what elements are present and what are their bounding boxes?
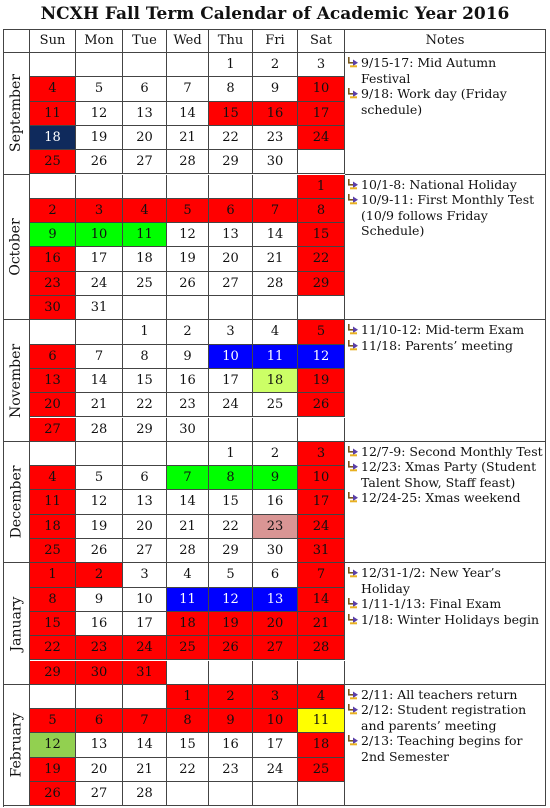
day-cell: 23 [253,126,298,150]
note-item [347,702,543,733]
note-text: 1/18: Winter Holidays begin [361,611,540,627]
day-cell: 17 [298,490,345,514]
note-text: 11/18: Parents’ meeting [361,337,514,353]
day-cell: 3 [298,53,345,77]
month-label-october [3,175,30,321]
empty-cell [298,150,345,174]
day-cell: 30 [167,418,209,442]
day-cell: 22 [209,126,253,150]
day-cell: 13 [123,490,167,514]
day-cell: 31 [298,539,345,563]
day-cell: 10 [298,77,345,101]
empty-cell [76,53,123,77]
day-cell: 13 [209,223,253,247]
day-cell: 28 [167,150,209,174]
note-item [347,338,543,354]
day-cell: 8 [30,588,76,612]
note-text: 12/24-25: Xmas weekend [361,490,521,506]
arrow-bullet-icon [348,446,358,457]
day-cell: 5 [76,466,123,490]
day-cell: 18 [30,126,76,150]
day-cell: 4 [298,685,345,709]
note-item [347,177,543,193]
month-name: January [8,596,25,652]
day-cell: 15 [209,490,253,514]
day-cell: 14 [123,733,167,757]
day-cell: 18 [298,733,345,757]
arrow-bullet-icon [348,704,358,715]
day-cell: 20 [30,393,76,417]
note-item [347,86,543,117]
day-cell: 9 [30,223,76,247]
month-label-september [3,53,30,175]
arrow-bullet-icon [348,689,358,700]
empty-cell [298,418,345,442]
empty-cell [30,442,76,466]
month-name: October [8,218,24,276]
day-cell: 22 [123,393,167,417]
day-cell: 25 [123,272,167,296]
day-cell: 5 [298,320,345,344]
arrow-bullet-icon [348,598,358,609]
day-cell: 14 [167,102,209,126]
empty-cell [253,296,298,320]
note-item [347,55,543,86]
day-cell: 12 [209,588,253,612]
day-cell: 7 [253,199,298,223]
day-cell: 23 [253,515,298,539]
day-cell: 25 [253,393,298,417]
day-cell: 1 [167,685,209,709]
note-text: 9/18: Work day (Friday schedule) [361,86,507,117]
day-cell: 2 [209,685,253,709]
day-cell: 3 [123,563,167,587]
empty-cell [76,685,123,709]
day-cell: 26 [76,539,123,563]
day-cell: 12 [298,345,345,369]
day-cell: 28 [298,636,345,660]
day-cell: 10 [253,709,298,733]
calendar-table [3,29,546,807]
month-header [3,29,30,53]
day-cell: 15 [209,102,253,126]
arrow-bullet-icon [348,88,358,99]
empty-cell [209,296,253,320]
notes-cell-february [345,685,546,807]
day-cell: 17 [209,369,253,393]
note-item [347,596,543,612]
day-cell: 27 [123,150,167,174]
day-cell: 21 [123,758,167,782]
day-cell: 1 [123,320,167,344]
notes-header: Notes [345,29,546,53]
day-cell: 3 [298,442,345,466]
day-cell: 13 [30,369,76,393]
day-cell: 8 [167,709,209,733]
day-cell: 18 [123,247,167,271]
day-cell: 18 [253,369,298,393]
day-cell: 23 [167,393,209,417]
day-cell: 7 [167,466,209,490]
note-item [347,490,543,506]
day-cell: 9 [209,709,253,733]
note-item [347,192,543,239]
note-text: 12/23: Xmas Party (Student Talent Show, Staff feast) [361,459,537,490]
day-cell: 5 [167,199,209,223]
note-text: 12/31-1/2: New Year’s Holiday [361,565,501,596]
note-item [347,322,543,338]
note-item [347,733,543,764]
empty-cell [76,442,123,466]
day-cell: 3 [209,320,253,344]
note-item [347,444,543,460]
day-cell: 14 [167,490,209,514]
day-cell: 30 [253,539,298,563]
day-cell: 10 [123,588,167,612]
arrow-bullet-icon [348,614,358,625]
day-cell: 4 [123,199,167,223]
note-item [347,687,543,703]
day-header-mon: Mon [76,29,123,53]
empty-cell [253,661,298,685]
day-cell: 16 [253,490,298,514]
day-cell: 24 [253,758,298,782]
day-cell: 1 [298,175,345,199]
empty-cell [123,175,167,199]
day-cell: 2 [30,199,76,223]
month-name: December [8,465,25,539]
month-label-january [3,563,30,685]
note-text: 12/7-9: Second Monthly Test [361,443,543,459]
note-text: 10/9-11: First Monthly Test (10/9 follows Friday Schedule) [361,192,535,238]
empty-cell [30,53,76,77]
day-cell: 12 [167,223,209,247]
empty-cell [209,661,253,685]
day-cell: 9 [167,345,209,369]
day-cell: 4 [253,320,298,344]
day-cell: 23 [209,758,253,782]
day-cell: 7 [167,77,209,101]
day-cell: 29 [30,661,76,685]
day-header-wed: Wed [167,29,209,53]
day-cell: 5 [76,77,123,101]
day-cell: 27 [209,272,253,296]
empty-cell [167,53,209,77]
day-cell: 3 [76,199,123,223]
day-cell: 9 [253,466,298,490]
day-cell: 8 [209,466,253,490]
day-cell: 26 [76,150,123,174]
day-cell: 10 [76,223,123,247]
day-cell: 24 [298,515,345,539]
day-cell: 26 [30,782,76,806]
arrow-bullet-icon [348,492,358,503]
day-cell: 16 [167,369,209,393]
day-cell: 7 [298,563,345,587]
day-cell: 10 [209,345,253,369]
day-cell: 11 [30,490,76,514]
day-cell: 17 [123,612,167,636]
day-cell: 28 [167,539,209,563]
day-cell: 30 [76,661,123,685]
day-cell: 26 [209,636,253,660]
day-cell: 18 [30,515,76,539]
day-cell: 25 [30,539,76,563]
month-label-november [3,320,30,442]
day-cell: 9 [76,588,123,612]
day-header-sat: Sat [298,29,345,53]
day-header-fri: Fri [253,29,298,53]
notes-cell-october [345,175,546,321]
day-cell: 29 [298,272,345,296]
day-cell: 30 [253,150,298,174]
day-cell: 16 [253,102,298,126]
day-cell: 24 [209,393,253,417]
day-cell: 8 [298,199,345,223]
day-cell: 8 [123,345,167,369]
day-cell: 19 [209,612,253,636]
day-cell: 18 [167,612,209,636]
day-cell: 13 [123,102,167,126]
day-cell: 22 [298,247,345,271]
empty-cell [123,53,167,77]
day-cell: 3 [253,685,298,709]
day-header-thu: Thu [209,29,253,53]
day-cell: 28 [123,782,167,806]
day-cell: 14 [298,588,345,612]
day-cell: 29 [209,539,253,563]
day-cell: 6 [123,466,167,490]
note-item [347,565,543,596]
note-text: 1/11-1/13: Final Exam [361,596,502,612]
day-cell: 6 [30,345,76,369]
day-cell: 25 [167,636,209,660]
empty-cell [167,442,209,466]
note-text: 2/11: All teachers return [361,686,518,702]
day-cell: 24 [76,272,123,296]
day-cell: 31 [76,296,123,320]
day-cell: 11 [30,102,76,126]
day-cell: 4 [30,466,76,490]
day-cell: 15 [123,369,167,393]
day-header-sun: Sun [30,29,76,53]
arrow-bullet-icon [348,324,358,335]
month-name: September [8,74,24,153]
empty-cell [167,661,209,685]
empty-cell [123,685,167,709]
day-cell: 2 [167,320,209,344]
day-cell: 6 [253,563,298,587]
day-cell: 27 [253,636,298,660]
notes-cell-december [345,442,546,564]
day-cell: 22 [167,758,209,782]
day-cell: 27 [76,782,123,806]
day-cell: 6 [209,199,253,223]
day-cell: 15 [167,733,209,757]
day-cell: 13 [76,733,123,757]
notes-cell-january [345,563,546,685]
empty-cell [123,296,167,320]
day-cell: 14 [76,369,123,393]
day-cell: 21 [298,612,345,636]
day-cell: 21 [167,515,209,539]
empty-cell [298,296,345,320]
day-cell: 2 [253,53,298,77]
day-cell: 19 [30,758,76,782]
note-text: 11/10-12: Mid-term Exam [361,322,525,338]
day-cell: 4 [30,77,76,101]
arrow-bullet-icon [348,179,358,190]
month-label-february [3,685,30,807]
day-cell: 27 [30,418,76,442]
day-cell: 22 [209,515,253,539]
day-cell: 25 [30,150,76,174]
empty-cell [298,661,345,685]
day-cell: 11 [123,223,167,247]
note-item [347,612,543,628]
day-cell: 10 [298,466,345,490]
day-cell: 5 [209,563,253,587]
empty-cell [209,175,253,199]
empty-cell [209,418,253,442]
day-cell: 21 [167,126,209,150]
month-name: February [8,712,25,778]
day-cell: 4 [167,563,209,587]
day-cell: 19 [167,247,209,271]
empty-cell [253,782,298,806]
arrow-bullet-icon [348,340,358,351]
day-cell: 29 [123,418,167,442]
day-cell: 7 [123,709,167,733]
day-cell: 11 [253,345,298,369]
day-cell: 20 [209,247,253,271]
day-cell: 28 [76,418,123,442]
day-cell: 27 [123,539,167,563]
day-cell: 12 [76,490,123,514]
day-cell: 6 [76,709,123,733]
day-cell: 5 [30,709,76,733]
arrow-bullet-icon [348,567,358,578]
day-cell: 21 [253,247,298,271]
day-cell: 26 [167,272,209,296]
day-cell: 19 [76,126,123,150]
empty-cell [167,175,209,199]
day-cell: 17 [298,102,345,126]
day-cell: 2 [253,442,298,466]
day-cell: 6 [123,77,167,101]
day-cell: 1 [30,563,76,587]
day-cell: 28 [253,272,298,296]
day-cell: 23 [30,272,76,296]
day-cell: 19 [76,515,123,539]
day-cell: 9 [253,77,298,101]
day-cell: 17 [76,247,123,271]
day-cell: 1 [209,442,253,466]
empty-cell [167,782,209,806]
arrow-bullet-icon [348,57,358,68]
day-cell: 14 [253,223,298,247]
day-cell: 20 [253,612,298,636]
empty-cell [76,175,123,199]
day-cell: 31 [123,661,167,685]
day-cell: 24 [298,126,345,150]
day-cell: 16 [209,733,253,757]
empty-cell [167,296,209,320]
day-cell: 2 [76,563,123,587]
day-cell: 16 [30,247,76,271]
day-cell: 15 [298,223,345,247]
day-cell: 17 [253,733,298,757]
day-cell: 22 [30,636,76,660]
day-cell: 30 [30,296,76,320]
day-cell: 8 [209,77,253,101]
empty-cell [30,320,76,344]
day-cell: 12 [30,733,76,757]
day-header-tue: Tue [123,29,167,53]
day-cell: 25 [298,758,345,782]
day-cell: 13 [253,588,298,612]
day-cell: 29 [209,150,253,174]
empty-cell [123,442,167,466]
arrow-bullet-icon [348,461,358,472]
empty-cell [253,418,298,442]
empty-cell [298,782,345,806]
note-text: 2/12: Student registration and parents’ meeting [361,702,527,733]
calendar-title: NCXH Fall Term Calendar of Academic Year 2016 [40,4,510,24]
arrow-bullet-icon [348,735,358,746]
day-cell: 11 [167,588,209,612]
note-text: 10/1-8: National Holiday [361,176,517,192]
day-cell: 23 [76,636,123,660]
note-text: 9/15-17: Mid Autumn Festival [361,55,497,86]
day-cell: 20 [123,515,167,539]
day-cell: 12 [76,102,123,126]
notes-cell-september [345,53,546,175]
day-cell: 1 [209,53,253,77]
day-cell: 20 [76,758,123,782]
note-text: 2/13: Teaching begins for 2nd Semester [361,733,523,764]
day-cell: 21 [76,393,123,417]
empty-cell [209,782,253,806]
day-cell: 19 [298,369,345,393]
day-cell: 26 [298,393,345,417]
note-item [347,459,543,490]
notes-cell-november [345,320,546,442]
empty-cell [30,175,76,199]
day-cell: 15 [30,612,76,636]
empty-cell [76,320,123,344]
day-cell: 7 [76,345,123,369]
day-cell: 20 [123,126,167,150]
day-cell: 24 [123,636,167,660]
day-cell: 16 [76,612,123,636]
month-name: November [8,343,24,418]
empty-cell [253,175,298,199]
empty-cell [30,685,76,709]
arrow-bullet-icon [348,194,358,205]
month-label-december [3,442,30,564]
day-cell: 11 [298,709,345,733]
